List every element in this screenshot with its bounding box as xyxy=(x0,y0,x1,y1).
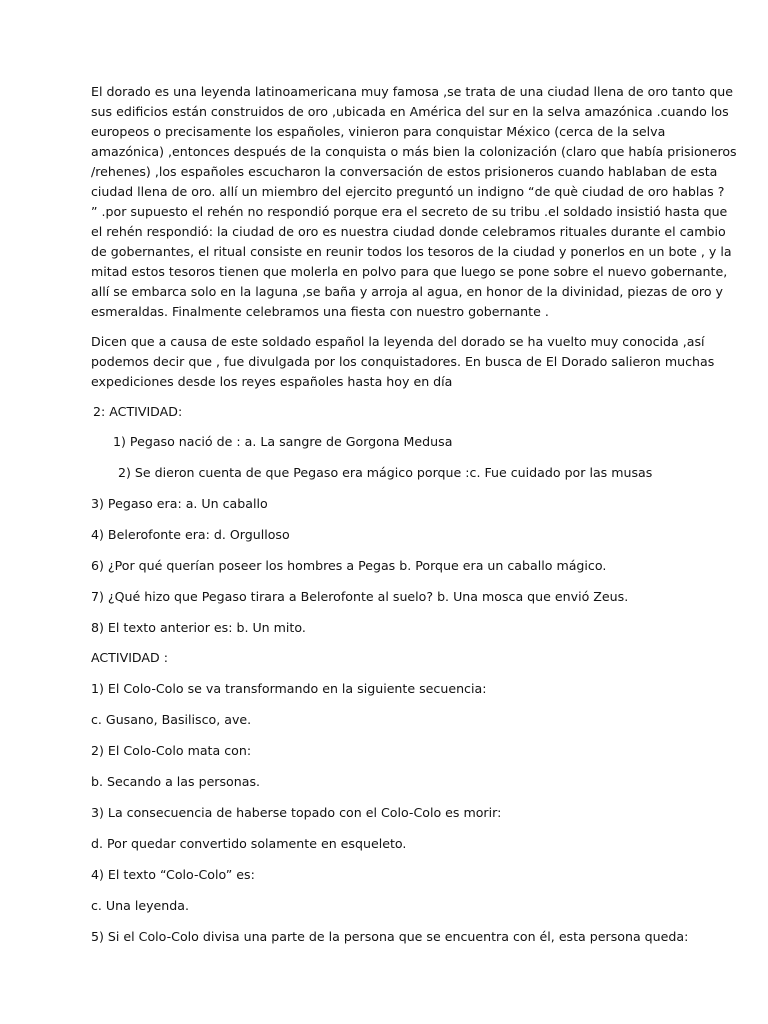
activity-2-item: 1) Pegaso nació de : a. La sangre de Gorgona Medusa xyxy=(113,434,453,449)
activity-2-item: 8) El texto anterior es: b. Un mito. xyxy=(91,620,306,635)
paragraph-1-line: europeos o precisamente los españoles, vinieron para conquistar México (cerca de la selva xyxy=(91,124,666,139)
activity-2-heading: 2: ACTIVIDAD: xyxy=(93,404,183,419)
paragraph-1-line: mitad estos tesoros tienen que molerla en polvo para que luego se pone sobre el nuevo gobernante, xyxy=(91,264,728,279)
activity-3-item: 4) El texto “Colo-Colo” es: xyxy=(91,867,255,882)
paragraph-1-line: sus edificios están construidos de oro ,ubicada en América del sur en la selva amazónica .cuando los xyxy=(91,104,729,119)
paragraph-2-line: Dicen que a causa de este soldado español la leyenda del dorado se ha vuelto muy conocida ,así xyxy=(91,334,705,349)
activity-3-item: d. Por quedar convertido solamente en esqueleto. xyxy=(91,836,407,851)
activity-2-item: 6) ¿Por qué querían poseer los hombres a Pegas b. Porque era un caballo mágico. xyxy=(91,558,607,573)
activity-3-item: 5) Si el Colo-Colo divisa una parte de la persona que se encuentra con él, esta persona queda: xyxy=(91,929,689,944)
paragraph-2-line: podemos decir que , fue divulgada por los conquistadores. En busca de El Dorado salieron muchas xyxy=(91,354,715,369)
paragraph-2-line: expediciones desde los reyes españoles hasta hoy en día xyxy=(91,374,453,389)
paragraph-1-line: /rehenes) ,los españoles escucharon la conversación de estos prisioneros cuando hablaban de esta xyxy=(91,164,718,179)
paragraph-1-line: de gobernantes, el ritual consiste en reunir todos los tesoros de la ciudad y ponerlos en un bote , y la xyxy=(91,244,732,259)
activity-3-item: 2) El Colo-Colo mata con: xyxy=(91,743,252,758)
activity-3-item: b. Secando a las personas. xyxy=(91,774,261,789)
paragraph-1-line: allí se embarca solo en la laguna ,se baña y arroja al agua, en honor de la divinidad, piezas de oro y xyxy=(91,284,723,299)
activity-2-item: 3) Pegaso era: a. Un caballo xyxy=(91,496,268,511)
paragraph-1-line: El dorado es una leyenda latinoamericana muy famosa ,se trata de una ciudad llena de oro tanto que xyxy=(91,84,733,99)
paragraph-1-line: ” .por supuesto el rehén no respondió porque era el secreto de su tribu .el soldado insistió hasta que xyxy=(91,204,728,219)
paragraph-1-line: ciudad llena de oro. allí un miembro del ejercito preguntó un indigno “de què ciudad de oro hablas ? xyxy=(91,184,725,199)
paragraph-1-line: esmeraldas. Finalmente celebramos una fiesta con nuestro gobernante . xyxy=(91,304,549,319)
paragraph-1-line: el rehén respondió: la ciudad de oro es nuestra ciudad donde celebramos rituales durante el cambio xyxy=(91,224,726,239)
activity-3-item: 3) La consecuencia de haberse topado con el Colo-Colo es morir: xyxy=(91,805,502,820)
activity-3-item: c. Una leyenda. xyxy=(91,898,189,913)
paragraph-1-line: amazónica) ,entonces después de la conquista o más bien la colonización (claro que había prisioneros xyxy=(91,144,737,159)
activity-3-item: c. Gusano, Basilisco, ave. xyxy=(91,712,252,727)
activity-2-item: 4) Belerofonte era: d. Orgulloso xyxy=(91,527,290,542)
activity-2-item: 7) ¿Qué hizo que Pegaso tirara a Belerofonte al suelo? b. Una mosca que envió Zeus. xyxy=(91,589,629,604)
activity-3-heading: ACTIVIDAD : xyxy=(91,650,168,665)
activity-2-item: 2) Se dieron cuenta de que Pegaso era mágico porque :c. Fue cuidado por las musas xyxy=(118,465,653,480)
activity-3-item: 1) El Colo-Colo se va transformando en la siguiente secuencia: xyxy=(91,681,487,696)
